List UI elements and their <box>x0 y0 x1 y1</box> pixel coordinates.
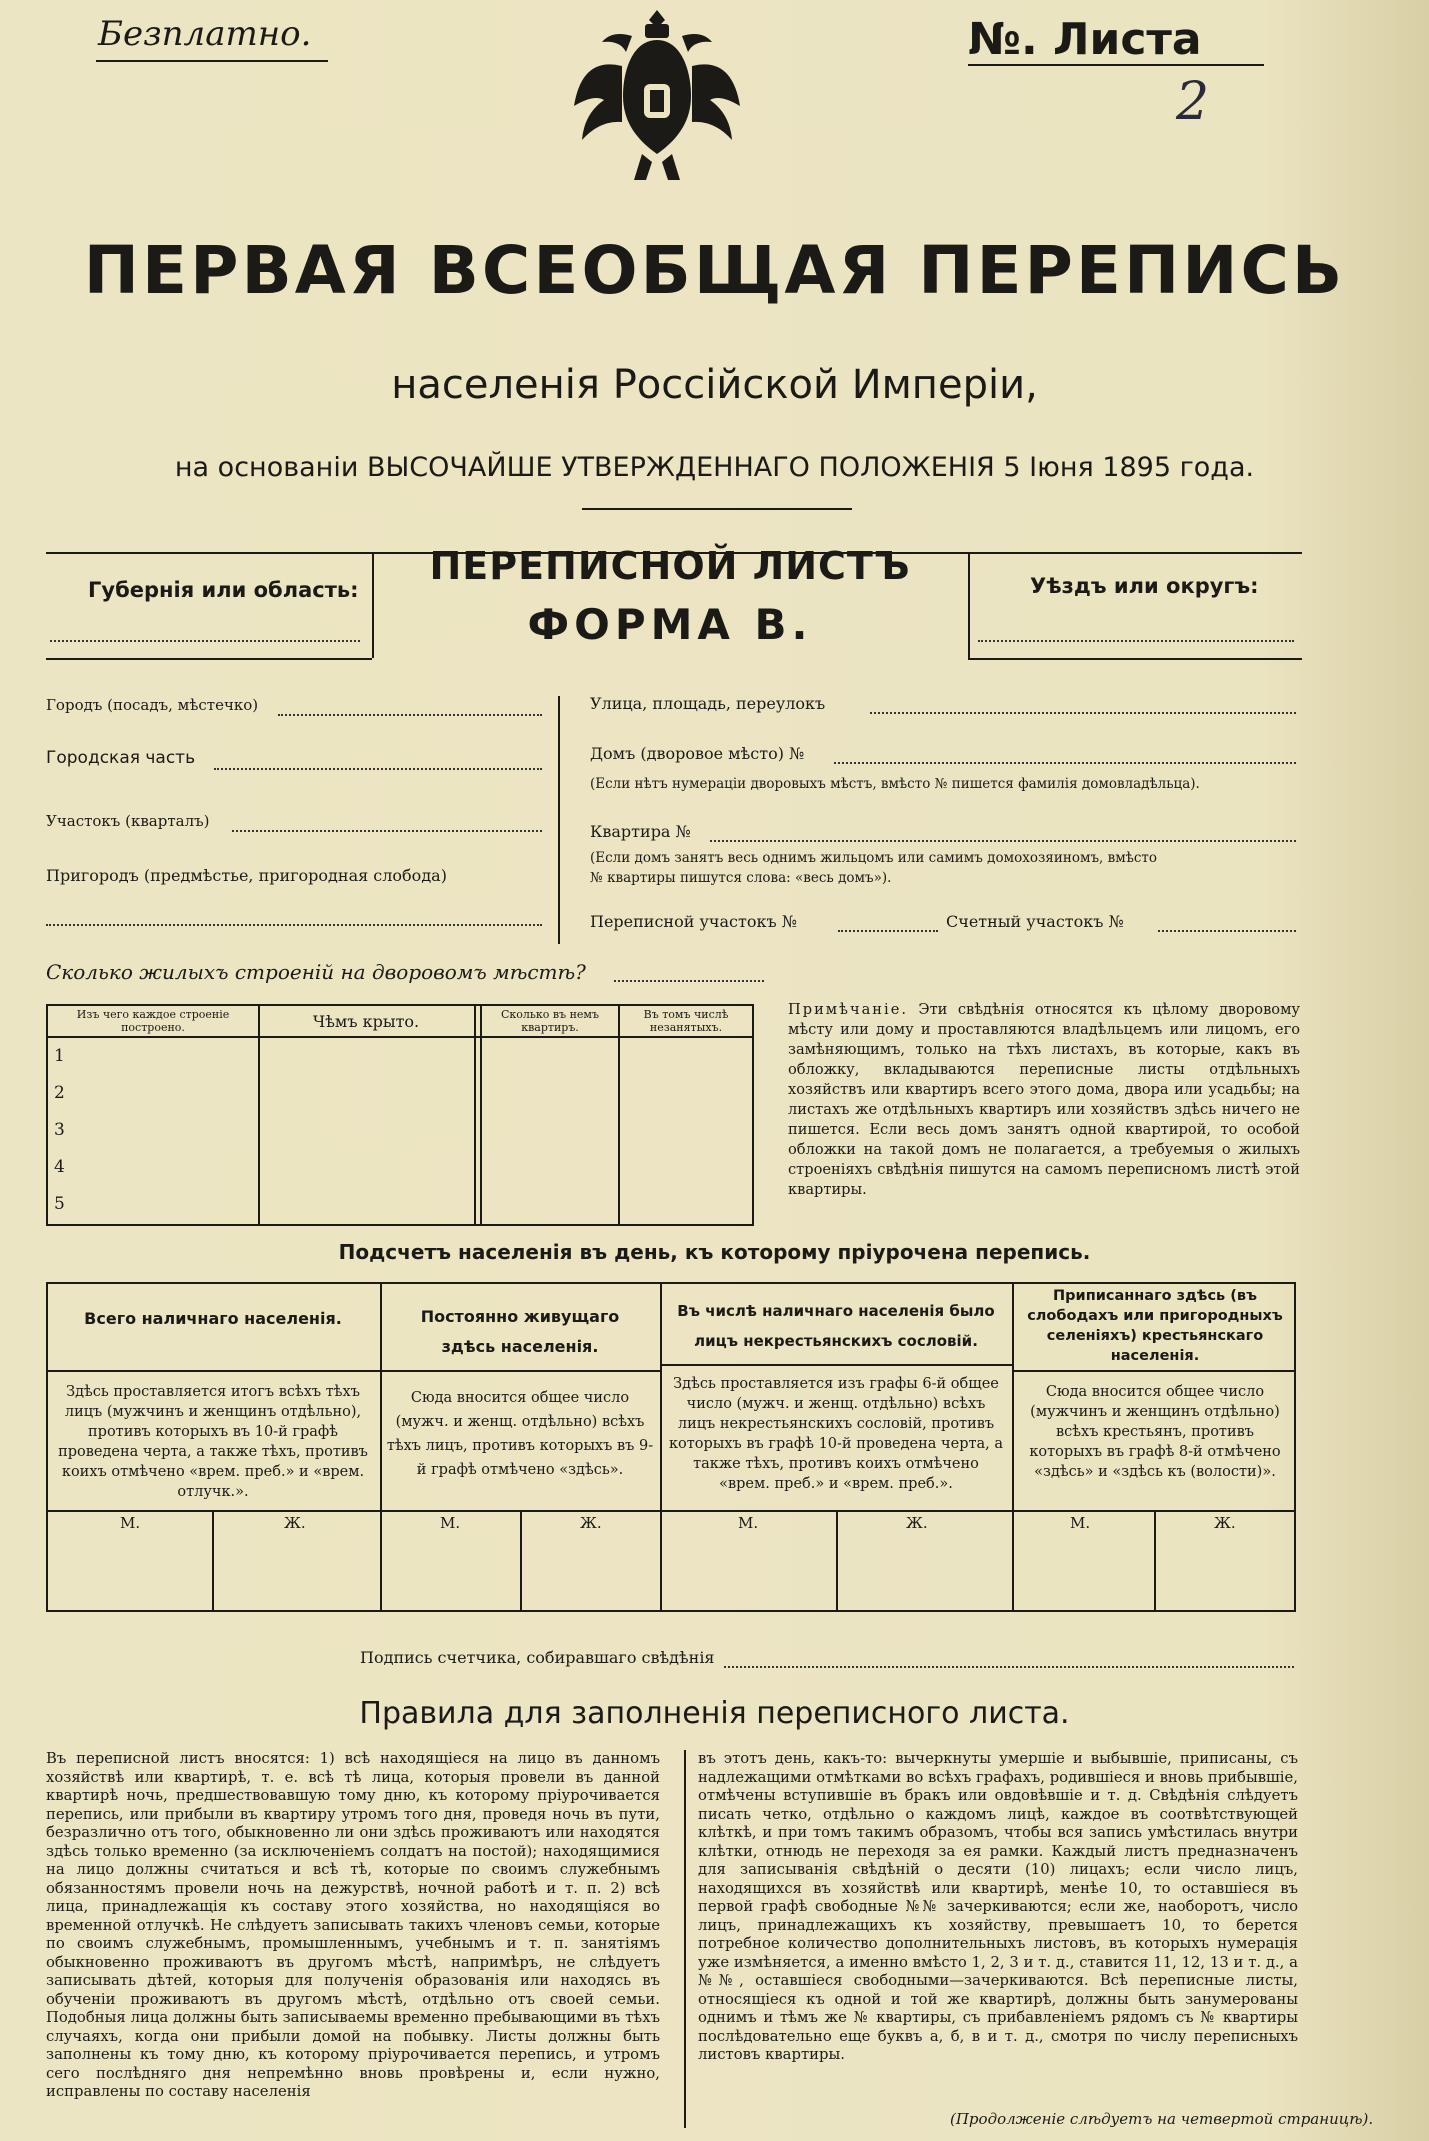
city-label: Городъ (посадъ, мѣстечко) <box>46 696 259 714</box>
imperial-eagle-emblem <box>572 6 742 188</box>
city-field[interactable] <box>278 714 542 716</box>
buildings-note <box>788 1000 1300 1200</box>
census-area-label: Переписной участокъ № <box>590 912 797 931</box>
house-label: Домъ (дворовое мѣсто) № <box>590 744 805 763</box>
male-label: М. <box>738 1514 759 1532</box>
col-roof-header: Чѣмъ крыто. <box>312 1012 420 1031</box>
continuation-note: (Продолженіе слѣдуетъ на четвертой страницѣ). <box>950 2110 1374 2128</box>
suburb-field[interactable] <box>46 924 542 926</box>
document-subtitle: населенія Россійской Имперіи, <box>391 362 1038 408</box>
col-material-header: Изъ чего каждое строеніе построено. <box>76 1008 230 1034</box>
free-label: Безплатно. <box>98 14 312 54</box>
rules-title: Правила для заполненія переписного листа. <box>359 1696 1070 1731</box>
note-text: Эти свѣдѣнія относятся къ цѣлому дворовому мѣсту или дому и проставляются владѣльцемъ или лицомъ, его замѣняющимъ, только на тѣхъ листахъ, въ которые, какъ въ обложку, вкладываются переписные листы отдѣльныхъ хозяйствъ или квартиръ всего этого дома, двора или усадьбы; на листахъ же отдѣльныхъ квартиръ или хозяйствъ здѣсь ничего не пишется. Если весь домъ занятъ одной квартирой, то особой обложки на такой домъ не полагается, а требуемыя о жилыхъ строеніяхъ свѣдѣнія пишутся на самомъ переписномъ листѣ этой квартиры. <box>788 1001 1301 1198</box>
form-letter: ФОРМА В. <box>527 600 813 649</box>
house-field[interactable] <box>834 762 1296 764</box>
document-title: ПЕРВАЯ ВСЕОБЩАЯ ПЕРЕПИСЬ <box>83 232 1346 309</box>
male-label: М. <box>120 1514 141 1532</box>
apartment-field[interactable] <box>710 840 1296 842</box>
apartment-note-1: (Если домъ занятъ весь однимъ жильцомъ или самимъ домохозяиномъ, вмѣсто <box>590 850 1158 866</box>
counting-area-label: Счетный участокъ № <box>946 912 1124 931</box>
province-label: Губернія или область: <box>88 578 359 602</box>
tally-col-body: Здѣсь проставляется изъ графы 6-й общее число (мужч. и женщ. отдѣльно) всѣхъ лицъ некрестьянскихъ сословій, противъ которыхъ въ графѣ 10-й проведена черта, а также тѣхъ, противъ коихъ отмѣчено «врем. преб.» и «врем. преб.». <box>668 1376 1004 1492</box>
street-label: Улица, площадь, переулокъ <box>590 694 826 713</box>
street-field[interactable] <box>870 712 1296 714</box>
apartment-note-2: № квартиры пишутся слова: «весь домъ»). <box>590 870 892 886</box>
suburb-label: Пригородъ (предмѣстье, пригородная слобода) <box>46 866 447 885</box>
form-title: ПЕРЕПИСНОЙ ЛИСТЪ <box>429 544 911 588</box>
district-field[interactable] <box>978 640 1294 642</box>
note-label: Примѣчаніе. <box>788 1001 908 1018</box>
tally-col-header: Приписаннаго здѣсь (въ слободахъ или пригородныхъ селеніяхъ) крестьянскаго населенія. <box>1027 1288 1283 1364</box>
precinct-label: Участокъ (кварталъ) <box>46 812 210 830</box>
tally-col-header: Въ числѣ наличнаго населенія было лицъ некрестьянскихъ сословій. <box>677 1302 995 1350</box>
counting-area-field[interactable] <box>1158 930 1296 932</box>
female-label: Ж. <box>284 1514 306 1532</box>
buildings-answer-field[interactable] <box>614 980 764 982</box>
census-area-field[interactable] <box>838 930 938 932</box>
apartment-label: Квартира № <box>590 822 691 841</box>
tally-col-body: Сюда вносится общее число (мужч. и женщ. отдѣльно) всѣхъ тѣхъ лицъ, противъ которыхъ въ 9-й графѣ отмѣчено «здѣсь». <box>386 1390 654 1478</box>
signature-label: Подпись счетчика, собиравшаго свѣдѣнія <box>360 1648 715 1667</box>
legal-basis: на основаніи ВЫСОЧАЙШЕ УТВЕРЖДЕННАГО ПОЛОЖЕНІЯ 5 Іюня 1895 года. <box>174 452 1255 483</box>
tally-title: Подсчетъ населенія въ день, къ которому пріурочена перепись. <box>338 1240 1091 1264</box>
house-note: (Если нѣтъ нумераціи дворовыхъ мѣстъ, вмѣсто № пишется фамилія домовладѣльца). <box>590 776 1200 792</box>
tally-col-header: Всего наличнаго населенія. <box>84 1309 342 1328</box>
tally-col-body: Здѣсь проставляется итогъ всѣхъ тѣхъ лицъ (мужчинъ и женщинъ отдѣльно), противъ которыхъ въ 10-й графѣ проведена черта, а также тѣхъ, противъ коихъ отмѣчено «врем. преб.» и «врем. отлучк.». <box>58 1384 368 1500</box>
city-part-label: Городская часть <box>46 748 196 768</box>
row-number: 4 <box>54 1157 65 1177</box>
province-field[interactable] <box>50 640 360 642</box>
rules-left-column: Въ переписной листъ вносятся: 1) всѣ находящіеся на лицо въ данномъ хозяйствѣ или квартирѣ, т. е. всѣ тѣ лица, которыя провели въ данной квартирѣ ночь, предшествовавшую тому дню, къ которому пріурочивается перепись, или прибыли въ квартиру утромъ того дня, проведя ночь въ пути, безразлично отъ того, обыкновенно ли они здѣсь проживаютъ или находятся здѣсь только временно (за исключеніемъ солдатъ на постой); находящимися на лицо должны считаться и всѣ тѣ, которые по своимъ служебнымъ обязанностямъ провели ночь на дежурствѣ, ночной работѣ и т. п. 2) всѣ лица, принадлежащія къ составу этого хозяйства, но находящіяся во временной отлучкѣ. Не слѣдуетъ записывать такихъ членовъ семьи, которые по своимъ служебнымъ, промышленнымъ, учебнымъ и т. п. занятіямъ обыкновенно проживаютъ въ другомъ мѣстѣ, напримѣръ, не слѣдуетъ записывать дѣтей, которыя для полученія образованія или находясь въ обученіи проживаютъ въ другомъ мѣстѣ, отдѣльно отъ своей семьи. Подобныя лица должны быть записываемы временно пребывающими въ тѣхъ случаяхъ, когда они прибыли домой на побывку. Листы должны быть заполнены къ тому дню, къ которому пріурочивается перепись, и утромъ сего послѣдняго дня непремѣнно вновь провѣрены и, если нужно, исправлены по составу населенія <box>46 1750 660 2100</box>
row-number: 2 <box>54 1083 65 1103</box>
row-number: 1 <box>54 1046 65 1066</box>
col-vacant-header: Въ томъ числѣ незанятыхъ. <box>643 1008 729 1034</box>
sheet-number-label: №. Листа <box>968 14 1202 65</box>
female-label: Ж. <box>906 1514 928 1532</box>
rules-right-column: въ этотъ день, какъ-то: вычеркнуты умершіе и выбывшіе, приписаны, съ надлежащими отмѣтками во всѣхъ графахъ, родившіеся и вновь прибывшіе, отмѣчены вступившіе въ бракъ или овдовѣвшіе и т. д. Свѣдѣнія слѣдуетъ писать четко, отдѣльно о каждомъ лицѣ, каждое въ соотвѣтствующей клѣткѣ, и при томъ такимъ образомъ, чтобы вся запись умѣстилась внутри клѣтки, отнюдь не переходя за ея рамки. Каждый листъ предназначенъ для записыванія свѣдѣній о десяти (10) лицахъ; если число лицъ, находящихся въ хозяйствѣ или квартирѣ, менѣе 10, то оставшіеся въ первой графѣ свободные №№ зачеркиваются; если же, наоборотъ, число лицъ, принадлежащихъ къ хозяйству, превышаетъ 10, то берется потребное количество дополнительныхъ листовъ, въ которыхъ нумерація уже измѣняется, а именно вмѣсто 1, 2, 3 и т. д., ставится 11, 12, 13 и т. д., а №№, оставшіеся свободными—зачеркиваются. Всѣ переписные листы, относящіеся къ одной и той же квартирѣ, должны быть занумерованы однимъ и тѣмъ же № квартиры, съ прибавленіемъ рядомъ съ № квартиры послѣдовательно еще буквъ а, б, в и т. д., смотря по числу переписныхъ листовъ квартиры. <box>698 1750 1298 2063</box>
buildings-question: Сколько жилыхъ строеній на дворовомъ мѣстѣ? <box>46 960 586 984</box>
sheet-number-value: 2 <box>1176 72 1210 132</box>
tally-col-header: Постоянно живущаго здѣсь населенія. <box>420 1307 620 1356</box>
male-label: М. <box>440 1514 461 1532</box>
female-label: Ж. <box>1214 1514 1236 1532</box>
row-number: 3 <box>54 1120 65 1140</box>
female-label: Ж. <box>580 1514 602 1532</box>
tally-col-body: Сюда вносится общее число (мужчинъ и женщинъ отдѣльно) всѣхъ крестьянъ, противъ которыхъ въ графѣ 8-й отмѣчено «здѣсь» и «здѣсь къ (волости)». <box>1029 1384 1281 1480</box>
male-label: М. <box>1070 1514 1091 1532</box>
city-part-field[interactable] <box>214 768 542 770</box>
row-number: 5 <box>54 1194 65 1214</box>
precinct-field[interactable] <box>232 830 542 832</box>
signature-field[interactable] <box>724 1666 1294 1668</box>
district-label: Уѣздъ или округъ: <box>1030 574 1259 598</box>
col-total-header: Сколько въ немъ квартиръ. <box>501 1008 599 1034</box>
